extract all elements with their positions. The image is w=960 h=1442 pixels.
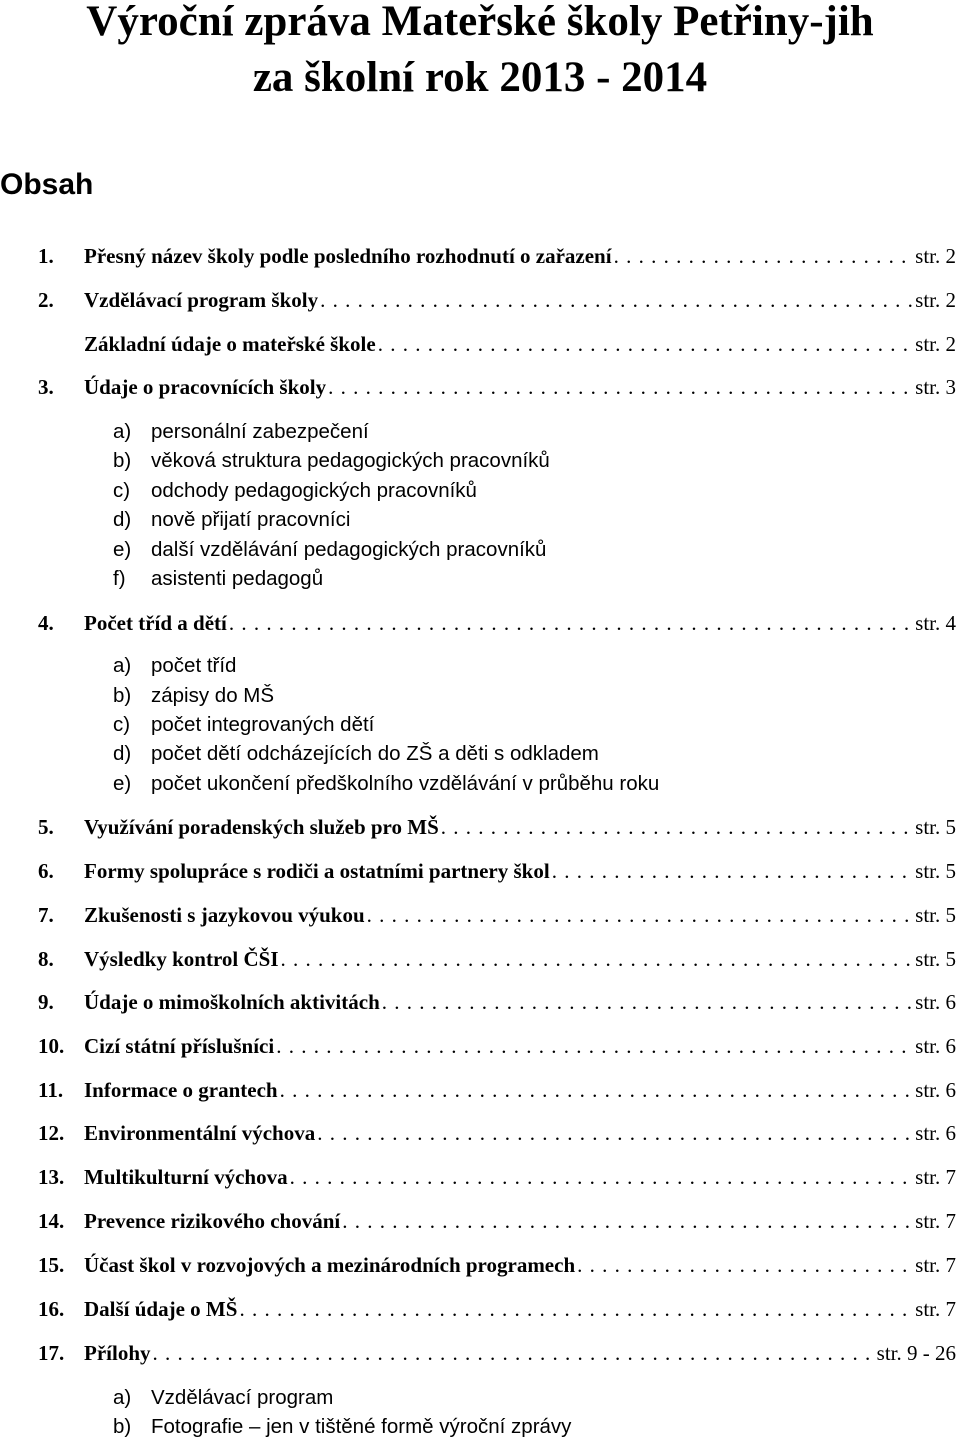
toc-entry-title: Základní údaje o mateřské škole bbox=[84, 332, 376, 356]
toc-leader-dots bbox=[153, 1338, 875, 1368]
toc-entry bbox=[38, 812, 956, 842]
toc-subentry-letter: c) bbox=[113, 713, 131, 736]
toc-entry bbox=[38, 1118, 956, 1148]
toc-subentry-text: věková struktura pedagogických pracovníků bbox=[151, 449, 550, 472]
toc-entry-title: Multikulturní výchova bbox=[84, 1165, 288, 1189]
toc-subentry bbox=[113, 739, 599, 769]
toc-entry-page: str. 6 bbox=[915, 1034, 956, 1058]
toc-subentry-letter: b) bbox=[113, 684, 132, 707]
toc-entry-number: 2. bbox=[38, 288, 54, 312]
toc-subentry-text: odchody pedagogických pracovníků bbox=[151, 479, 477, 502]
toc-subentry-letter: c) bbox=[113, 479, 131, 502]
report-title-line2: za školní rok 2013 - 2014 bbox=[252, 54, 708, 101]
toc-entry-page: str. 6 bbox=[915, 1121, 956, 1145]
toc-leader-dots bbox=[281, 944, 914, 974]
toc-leader-dots bbox=[342, 1206, 913, 1236]
toc-entry-title: Údaje o mimoškolních aktivitách bbox=[84, 990, 380, 1014]
toc-entry-page: str. 9 - 26 bbox=[876, 1341, 956, 1365]
toc-leader-dots bbox=[320, 285, 913, 315]
toc-subentry bbox=[113, 710, 374, 740]
toc-leader-dots bbox=[378, 329, 913, 359]
toc-subentry-letter: d) bbox=[113, 508, 132, 531]
toc-leader-dots bbox=[239, 1294, 913, 1324]
toc-subentry-text: další vzdělávání pedagogických pracovníků bbox=[151, 538, 547, 561]
toc-entry-title: Výsledky kontrol ČŠI bbox=[84, 947, 279, 971]
toc-subentry bbox=[113, 1412, 571, 1442]
toc-leader-dots bbox=[317, 1118, 913, 1148]
toc-subentry-text: počet ukončení předškolního vzdělávání v průběhu roku bbox=[151, 772, 660, 795]
toc-entry-page: str. 2 bbox=[915, 244, 956, 268]
toc-subentry-text: Vzdělávací program bbox=[151, 1386, 334, 1409]
toc-entry-title: Informace o grantech bbox=[84, 1078, 278, 1102]
toc-leader-dots bbox=[276, 1031, 913, 1061]
toc-entry-title: Přesný název školy podle posledního rozhodnutí o zařazení bbox=[84, 244, 612, 268]
toc-entry bbox=[38, 1075, 956, 1105]
toc-entry-number: 10. bbox=[38, 1034, 65, 1058]
toc-subentry bbox=[113, 446, 550, 476]
toc-entry-number: 13. bbox=[38, 1165, 65, 1189]
toc-entry bbox=[38, 900, 956, 930]
toc-entry-title: Údaje o pracovnících školy bbox=[84, 375, 327, 399]
toc-entry bbox=[38, 1162, 956, 1192]
toc-leader-dots bbox=[367, 900, 913, 930]
toc-entry-number: 6. bbox=[38, 859, 54, 883]
toc-entry bbox=[38, 1206, 956, 1236]
toc-entry-title: Vzdělávací program školy bbox=[84, 288, 319, 312]
toc-entry bbox=[38, 944, 956, 974]
toc-subentry-text: asistenti pedagogů bbox=[151, 567, 324, 590]
toc-entry-page: str. 5 bbox=[915, 903, 956, 927]
toc-entry-page: str. 2 bbox=[915, 332, 956, 356]
toc-entry-page: str. 5 bbox=[915, 815, 956, 839]
toc-subentry-letter: e) bbox=[113, 772, 132, 795]
toc-entry-number: 3. bbox=[38, 375, 54, 399]
toc-entry-number: 14. bbox=[38, 1209, 65, 1233]
toc-entry-title: Cizí státní příslušníci bbox=[84, 1034, 275, 1058]
toc-subentry-text: nově přijatí pracovníci bbox=[151, 508, 351, 531]
toc-entry bbox=[38, 329, 956, 359]
toc-entry-page: str. 6 bbox=[915, 990, 956, 1014]
toc-subentry bbox=[113, 769, 659, 799]
toc-subentry bbox=[113, 1383, 333, 1413]
toc-entry bbox=[38, 1031, 956, 1061]
toc-entry bbox=[38, 241, 956, 271]
toc-leader-dots bbox=[552, 856, 913, 886]
toc-subentry-letter: f) bbox=[113, 567, 126, 590]
toc-subentry bbox=[113, 651, 236, 681]
toc-entry-number: 4. bbox=[38, 611, 54, 635]
toc-entry-number: 15. bbox=[38, 1253, 65, 1277]
toc-entry-page: str. 7 bbox=[915, 1297, 956, 1321]
toc-subentry-text: počet tříd bbox=[151, 654, 237, 677]
toc-entry-number: 7. bbox=[38, 903, 54, 927]
toc-subentry-letter: d) bbox=[113, 742, 132, 765]
toc-entry-title: Přílohy bbox=[84, 1341, 151, 1365]
toc-entry bbox=[38, 856, 956, 886]
toc-entry-number: 16. bbox=[38, 1297, 65, 1321]
toc-entry-page: str. 5 bbox=[915, 859, 956, 883]
toc-subentry-letter: b) bbox=[113, 449, 132, 472]
toc-leader-dots bbox=[280, 1075, 914, 1105]
toc-subentry-letter: a) bbox=[113, 420, 132, 443]
toc-entry-title: Využívání poradenských služeb pro MŠ bbox=[84, 815, 439, 839]
toc-entry-title: Prevence rizikového chování bbox=[84, 1209, 341, 1233]
toc-subentry-text: personální zabezpečení bbox=[151, 420, 369, 443]
toc-leader-dots bbox=[229, 608, 913, 638]
toc-subentry-letter: e) bbox=[113, 538, 132, 561]
toc-entry bbox=[38, 285, 956, 315]
toc-entry-page: str. 4 bbox=[915, 611, 956, 635]
toc-entry bbox=[38, 608, 956, 638]
toc-subentry-text: počet dětí odcházejících do ZŠ a děti s odkladem bbox=[151, 742, 599, 765]
toc-entry-title: Formy spolupráce s rodiči a ostatními partnery škol bbox=[84, 859, 550, 883]
toc-entry-page: str. 5 bbox=[915, 947, 956, 971]
toc-subentry bbox=[113, 417, 369, 447]
toc-entry bbox=[38, 1338, 956, 1368]
toc-leader-dots bbox=[614, 241, 914, 271]
toc-entry-title: Environmentální výchova bbox=[84, 1121, 316, 1145]
toc-entry bbox=[38, 1250, 956, 1280]
toc-entry-page: str. 7 bbox=[915, 1209, 956, 1233]
toc-leader-dots bbox=[382, 987, 913, 1017]
toc-entry-page: str. 6 bbox=[915, 1078, 956, 1102]
report-title-line1: Výroční zpráva Mateřské školy Petřiny-jih bbox=[86, 0, 874, 45]
toc-entry-title: Další údaje o MŠ bbox=[84, 1297, 238, 1321]
toc-subentry-letter: a) bbox=[113, 654, 132, 677]
toc-entry bbox=[38, 372, 956, 402]
toc-entry-page: str. 2 bbox=[915, 288, 956, 312]
toc-entry-number: 1. bbox=[38, 244, 54, 268]
toc-subentry-letter: b) bbox=[113, 1415, 132, 1438]
toc-entry-title: Zkušenosti s jazykovou výukou bbox=[84, 903, 365, 927]
toc-entry-number: 12. bbox=[38, 1121, 65, 1145]
toc-entry bbox=[38, 987, 956, 1017]
toc-leader-dots bbox=[290, 1162, 914, 1192]
toc-entry-number: 9. bbox=[38, 990, 54, 1014]
toc-entry-title: Účast škol v rozvojových a mezinárodních programech bbox=[84, 1253, 576, 1277]
toc-subentry bbox=[113, 681, 274, 711]
toc-entry bbox=[38, 1294, 956, 1324]
toc-subentry bbox=[113, 564, 323, 594]
toc-subentry bbox=[113, 505, 350, 535]
toc-entry-page: str. 3 bbox=[915, 375, 956, 399]
toc-leader-dots bbox=[577, 1250, 913, 1280]
toc-leader-dots bbox=[441, 812, 913, 842]
toc-subentry-text: Fotografie – jen v tištěné formě výroční zprávy bbox=[151, 1415, 572, 1438]
toc-entry-page: str. 7 bbox=[915, 1165, 956, 1189]
toc-entry-number: 11. bbox=[38, 1078, 64, 1102]
toc-subentry-text: počet integrovaných dětí bbox=[151, 713, 375, 736]
toc-subentry bbox=[113, 476, 477, 506]
toc-entry-title: Počet tříd a dětí bbox=[84, 611, 227, 635]
contents-heading: Obsah bbox=[0, 168, 94, 201]
toc-entry-number: 5. bbox=[38, 815, 54, 839]
toc-entry-number: 8. bbox=[38, 947, 54, 971]
toc-leader-dots bbox=[328, 372, 913, 402]
toc-entry-number: 17. bbox=[38, 1341, 65, 1365]
toc-subentry-text: zápisy do MŠ bbox=[151, 684, 275, 707]
toc-subentry bbox=[113, 535, 546, 565]
toc-subentry-letter: a) bbox=[113, 1386, 132, 1409]
toc-entry-page: str. 7 bbox=[915, 1253, 956, 1277]
